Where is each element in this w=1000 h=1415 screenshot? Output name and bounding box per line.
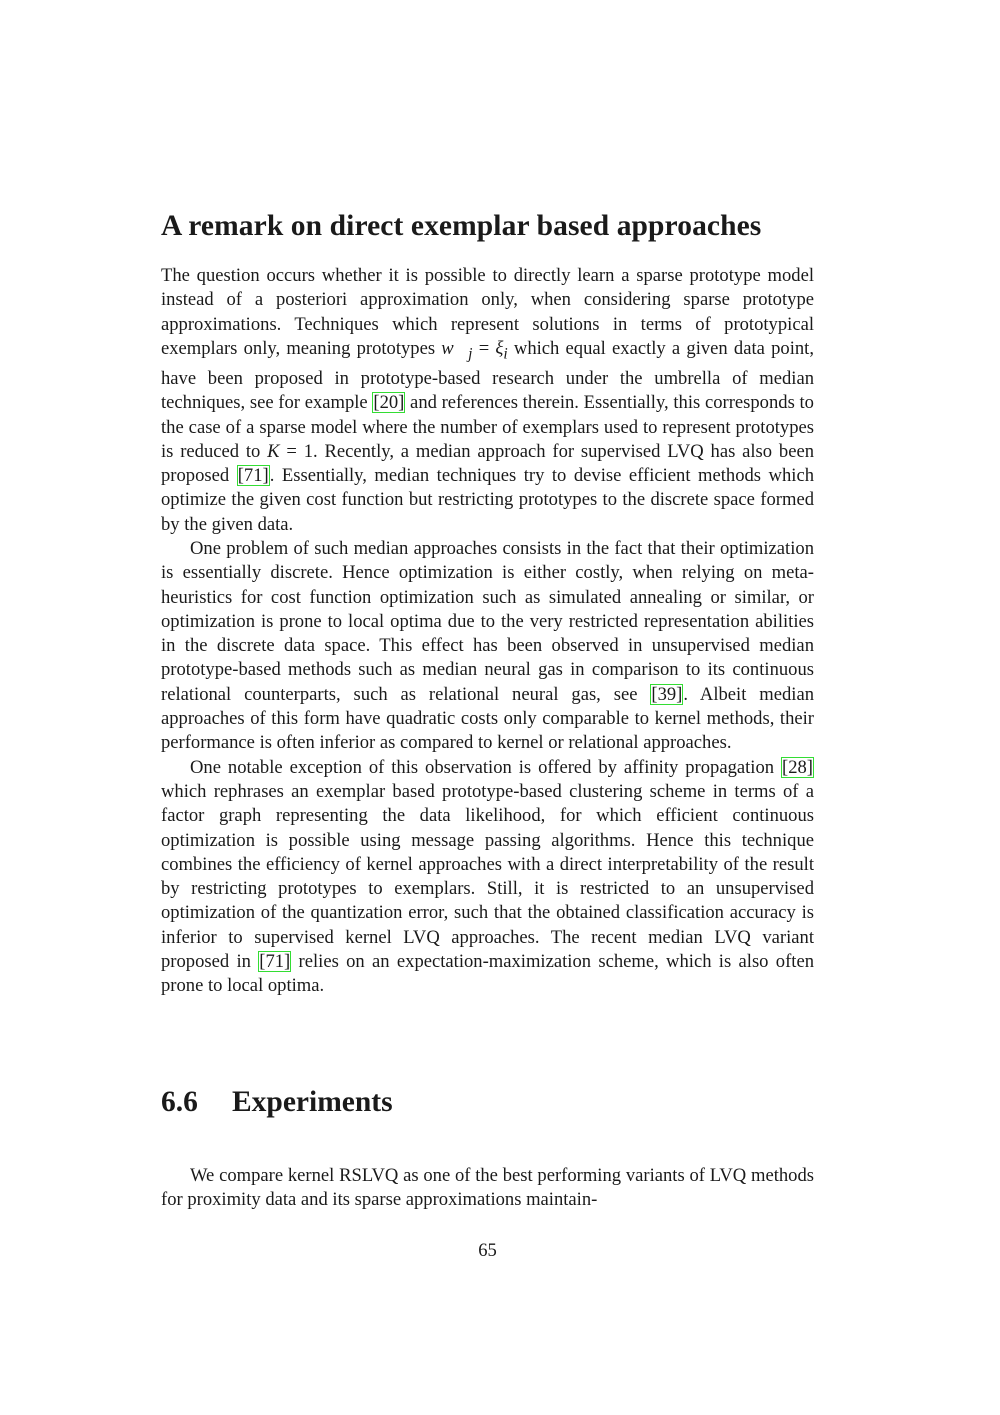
section-body: [161, 264, 814, 999]
citation-link-39[interactable]: [39]: [651, 683, 683, 705]
subsection-body: [161, 1164, 814, 1213]
paragraph-3: One notable exception of this observation is offered by affinity propagation [28] which rephrases an exemplar based prototype-based clustering scheme in terms of a factor graph representing the data likelihood, for which efficient continuous optimization is possible using message passing algorithms. Hence this technique combines the efficiency of kernel approaches with a direct interpretability of the result by restricting prototypes to exemplars. Still, it is restricted to an unsupervised optimization of the quantization error, such that the obtained classification accuracy is inferior to supervised kernel LVQ approaches. The recent median LVQ variant proposed in [71] relies on an expectation-maximization scheme, which is also often prone to local optima.: [161, 756, 814, 997]
citation-link-28[interactable]: [28]: [782, 756, 813, 778]
section-heading: A remark on direct exemplar based approaches: [161, 210, 762, 242]
math-xi: ξ: [495, 337, 504, 359]
math-w-vector: w⃗: [441, 337, 469, 359]
subsection-heading: [161, 1082, 393, 1122]
subsection-title: Experiments: [232, 1086, 393, 1118]
citation-link-71[interactable]: [71]: [237, 465, 269, 487]
math-k: K: [267, 440, 280, 462]
citation-link-71b[interactable]: [71]: [259, 951, 291, 973]
subsection-number: 6.6: [161, 1086, 198, 1118]
page-number: 65: [478, 1240, 497, 1261]
paragraph-1: The question occurs whether it is possible to directly learn a sparse prototype model instead of a posteriori approximation only, when considering sparse prototype approximations. Techniques which represent solutions in terms of prototypical exemplars only, meaning prototypes $w⃗_j = \xi_i$ which equal exactly a given data point, have been proposed in prototype-based research under the umbrella of median techniques, see for example [20] and references therein. Essentially, this corresponds to the case of a sparse model where the number of exemplars used to represent prototypes is reduced to K = 1. Recently, a median approach for supervised LVQ has also been proposed [71]. Essentially, median techniques try to devise efficient methods which optimize the given cost function but restricting prototypes to the discrete space formed by the given data.: [161, 265, 815, 535]
citation-link-20[interactable]: [20]: [373, 392, 405, 414]
paragraph-experiments: We compare kernel RSLVQ as one of the best performing variants of LVQ methods for proximity data and its sparse approximations maintain-: [161, 1165, 814, 1211]
paragraph-2: One problem of such median approaches consists in the fact that their optimization is essentially discrete. Hence optimization is either costly, when relying on meta-heuristics for cost function optimization such as simulated annealing or similar, or optimization is prone to local optima due to the very restricted representation abilities in the discrete data space. This effect has been observed in unsupervised median prototype-based methods such as median neural gas in comparison to its continuous relational counterparts, such as relational neural gas, see [39]. Albeit median approaches of this form have quadratic costs only comparable to kernel methods, their performance is often inferior as compared to kernel or relational approaches.: [161, 537, 815, 754]
